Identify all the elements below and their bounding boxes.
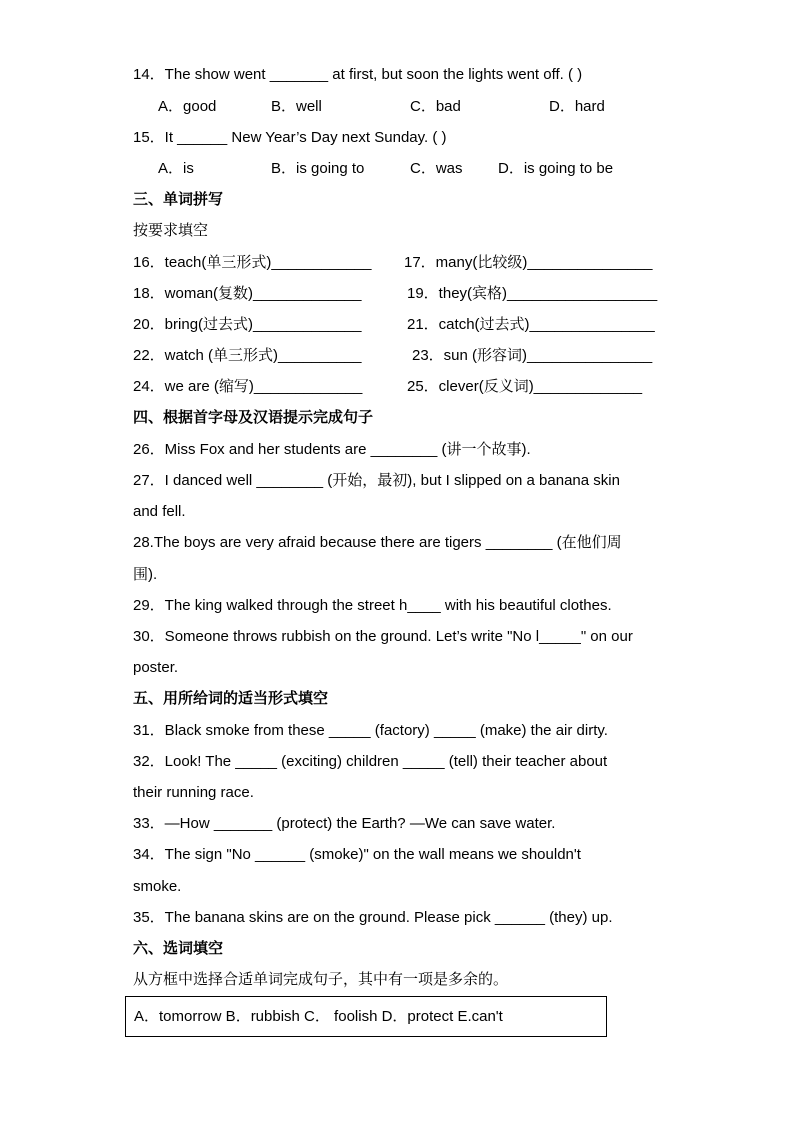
question-31: 31．Black smoke from these _____ (factory) _____ (make) the air dirty. [133,722,608,739]
question-28-line-2: 围). [133,566,158,583]
section-4-heading: 四、根据首字母及汉语提示完成句子 [133,409,374,426]
section-6-instruction: 从方框中选择合适单词完成句子，其中有一项是多余的。 [133,971,509,988]
item-22: 22．watch (单三形式)__________ [133,347,362,364]
question-34-line-2: smoke. [133,878,182,895]
section-5-heading: 五、用所给词的适当形式填空 [133,690,329,707]
item-19: 19．they(宾格)__________________ [407,285,658,302]
question-26: 26．Miss Fox and her students are ________ (讲一个故事). [133,441,531,458]
word-bank-text: A．tomorrow B．rubbish C． foolish D．protect E.can't [134,1008,503,1025]
question-27-line-1: 27．I danced well ________ (开始，最初), but I slipped on a banana skin [133,472,620,489]
item-23: 23．sun (形容词)_______________ [412,347,653,364]
section-6-heading: 六、选词填空 [133,940,224,957]
question-14-option-b: B．well [271,98,322,115]
item-21: 21．catch(过去式)_______________ [407,316,655,333]
question-33: 33．—How _______ (protect) the Earth? —We can save water. [133,815,556,832]
item-18: 18．woman(复数)_____________ [133,285,362,302]
item-16: 16．teach(单三形式)____________ [133,254,372,271]
question-15-option-b: B．is going to [271,160,365,177]
question-15-option-d: D．is going to be [498,160,614,177]
question-30-line-2: poster. [133,659,179,676]
question-14-stem: 14．The show went _______ at first, but soon the lights went off. ( ) [133,66,583,83]
question-15-stem: 15．It ______ New Year’s Day next Sunday. ( ) [133,129,447,146]
item-25: 25．clever(反义词)_____________ [407,378,643,395]
question-32-line-2: their running race. [133,784,254,801]
item-17: 17．many(比较级)_______________ [404,254,653,271]
section-3-heading: 三、单词拼写 [133,191,224,208]
question-14-option-a: A．good [158,98,217,115]
question-15-option-c: C．was [410,160,463,177]
question-15-option-a: A．is [158,160,194,177]
question-30-line-1: 30．Someone throws rubbish on the ground. Let’s write "No l_____" on our [133,628,633,645]
question-14-option-d: D．hard [549,98,605,115]
item-20: 20．bring(过去式)_____________ [133,316,362,333]
question-28-line-1: 28.The boys are very afraid because there are tigers ________ (在他们周 [133,534,622,551]
question-27-line-2: and fell. [133,503,186,520]
question-32-line-1: 32．Look! The _____ (exciting) children _____ (tell) their teacher about [133,753,608,770]
question-34-line-1: 34．The sign "No ______ (smoke)" on the wall means we shouldn't [133,846,581,863]
question-14-option-c: C．bad [410,98,461,115]
item-24: 24．we are (缩写)_____________ [133,378,363,395]
section-3-instruction: 按要求填空 [133,222,209,239]
word-bank-box [125,996,607,1037]
question-29: 29．The king walked through the street h____ with his beautiful clothes. [133,597,612,614]
question-35: 35．The banana skins are on the ground. Please pick ______ (they) up. [133,909,613,926]
